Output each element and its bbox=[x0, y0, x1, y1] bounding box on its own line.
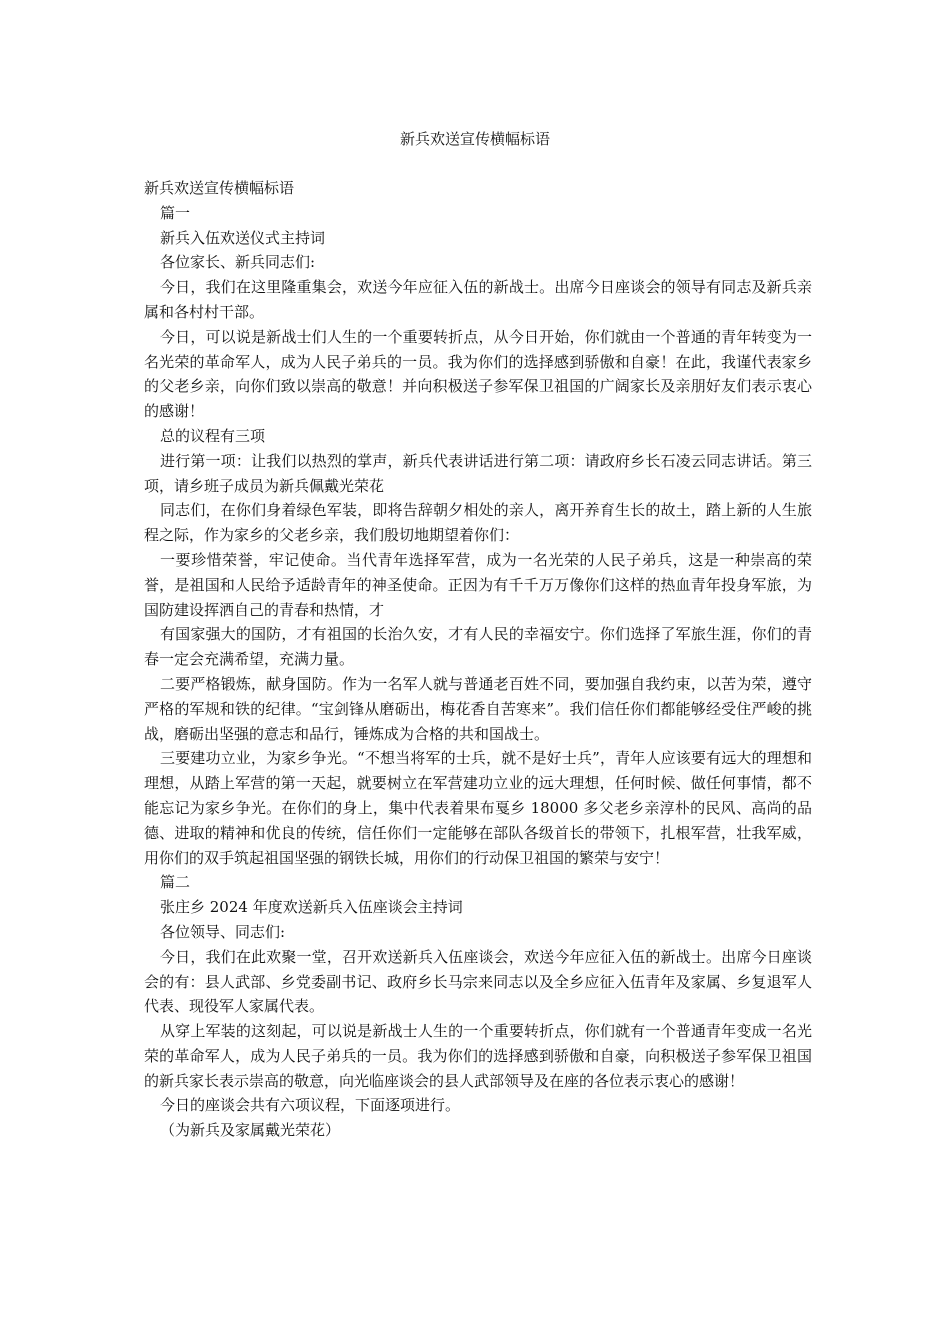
page-title: 新兵欢送宣传横幅标语 bbox=[399, 130, 550, 148]
document-body bbox=[144, 176, 812, 1143]
section-heading: 篇一 bbox=[160, 203, 191, 222]
paragraph: 新兵欢送宣传横幅标语 bbox=[144, 179, 295, 197]
paragraph: 今日，我们在这里隆重集会，欢送今年应征入伍的新战士。出席今日座谈会的领导有同志及新兵亲属和各村村干部。 bbox=[144, 278, 812, 321]
paragraph: 二要严格锻炼，献身国防。作为一名军人就与普通老百姓不同，要加强自我约束，以苦为荣，遵守严格的军规和铁的纪律。“宝剑锋从磨砺出，梅花香自苦寒来”。我们信任你们都能够经受住严峻的挑战，磨砺出坚强的意志和品行，锤炼成为合格的共和国战士。 bbox=[144, 674, 812, 743]
paragraph: 从穿上军装的这刻起，可以说是新战士人生的一个重要转折点，你们就有一个普通青年变成一名光荣的革命军人，成为人民子弟兵的一员。我为你们的选择感到骄傲和自豪，向积极送子参军保卫祖国的新兵家长表示崇高的敬意，向光临座谈会的县人武部领导及在座的各位表示衷心的感谢！ bbox=[144, 1022, 812, 1090]
salutation: 各位领导、同志们: bbox=[160, 922, 286, 941]
salutation: 各位家长、新兵同志们: bbox=[160, 253, 316, 272]
section-heading: 篇二 bbox=[160, 873, 191, 892]
paragraph: 今日，可以说是新战士们人生的一个重要转折点，从今日开始，你们就由一个普通的青年转变为一名光荣的革命军人，成为人民子弟兵的一员。我为你们的选择感到骄傲和自豪！在此，我谨代表家乡的父老乡亲，向你们致以崇高的敬意！并向积极送子参军保卫祖国的广阔家长及亲朋好友们表示衷心的感谢！ bbox=[144, 327, 812, 421]
paragraph: 一要珍惜荣誉，牢记使命。当代青年选择军营，成为一名光荣的人民子弟兵，这是一种崇高的荣誉，是祖国和人民给予适龄青年的神圣使命。正因为有千千万万像你们这样的热血青年投身军旅，为国防建设挥洒自己的青春和热情，才 bbox=[144, 550, 812, 619]
paragraph: 今日的座谈会共有六项议程，下面逐项进行。 bbox=[160, 1096, 461, 1115]
paragraph: 进行第一项：让我们以热烈的掌声，新兵代表讲话进行第二项：请政府乡长石凌云同志讲话。第三项，请乡班子成员为新兵佩戴光荣花 bbox=[144, 451, 812, 495]
paragraph: 有国家强大的国防，才有祖国的长治久安，才有人民的幸福安宁。你们选择了军旅生涯，你们的青春一定会充满希望，充满力量。 bbox=[144, 625, 812, 669]
paragraph: 同志们，在你们身着绿色军装，即将告辞朝夕相处的亲人，离开养育生长的故土，踏上新的人生旅程之际，作为家乡的父老乡亲，我们殷切地期望着你们： bbox=[144, 501, 812, 545]
paragraph: 三要建功立业，为家乡争光。“不想当将军的士兵，就不是好士兵”，青年人应该要有远大的理想和理想，从踏上军营的第一天起，就要树立在军营建功立业的远大理想，任何时候、做任何事情，都不能忘记为家乡争光。在你们的身上，集中代表着果布戛乡 18000 多父老乡亲淳朴的民风、高尚的品德、进取的精神和优良的传统，信任你们一定能够在部队各级首长的带领下，扎根军营，壮我军威，用你们的双手筑起祖国坚强的钢铁长城，用你们的行动保卫祖国的繁荣与安宁！ bbox=[144, 749, 812, 867]
paragraph: 今日，我们在此欢聚一堂，召开欢送新兵入伍座谈会，欢送今年应征入伍的新战士。出席今日座谈会的有：县人武部、乡党委副书记、政府乡长马宗来同志以及全乡应征入伍青年及家属、乡复退军人代表、现役军人家属代表。 bbox=[144, 947, 812, 1016]
paragraph: （为新兵及家属戴光荣花） bbox=[160, 1121, 341, 1140]
section-title: 新兵入伍欢送仪式主持词 bbox=[160, 228, 326, 247]
section-title: 张庄乡 2024 年度欢送新兵入伍座谈会主持词 bbox=[160, 898, 463, 917]
paragraph: 总的议程有三项 bbox=[160, 426, 266, 445]
